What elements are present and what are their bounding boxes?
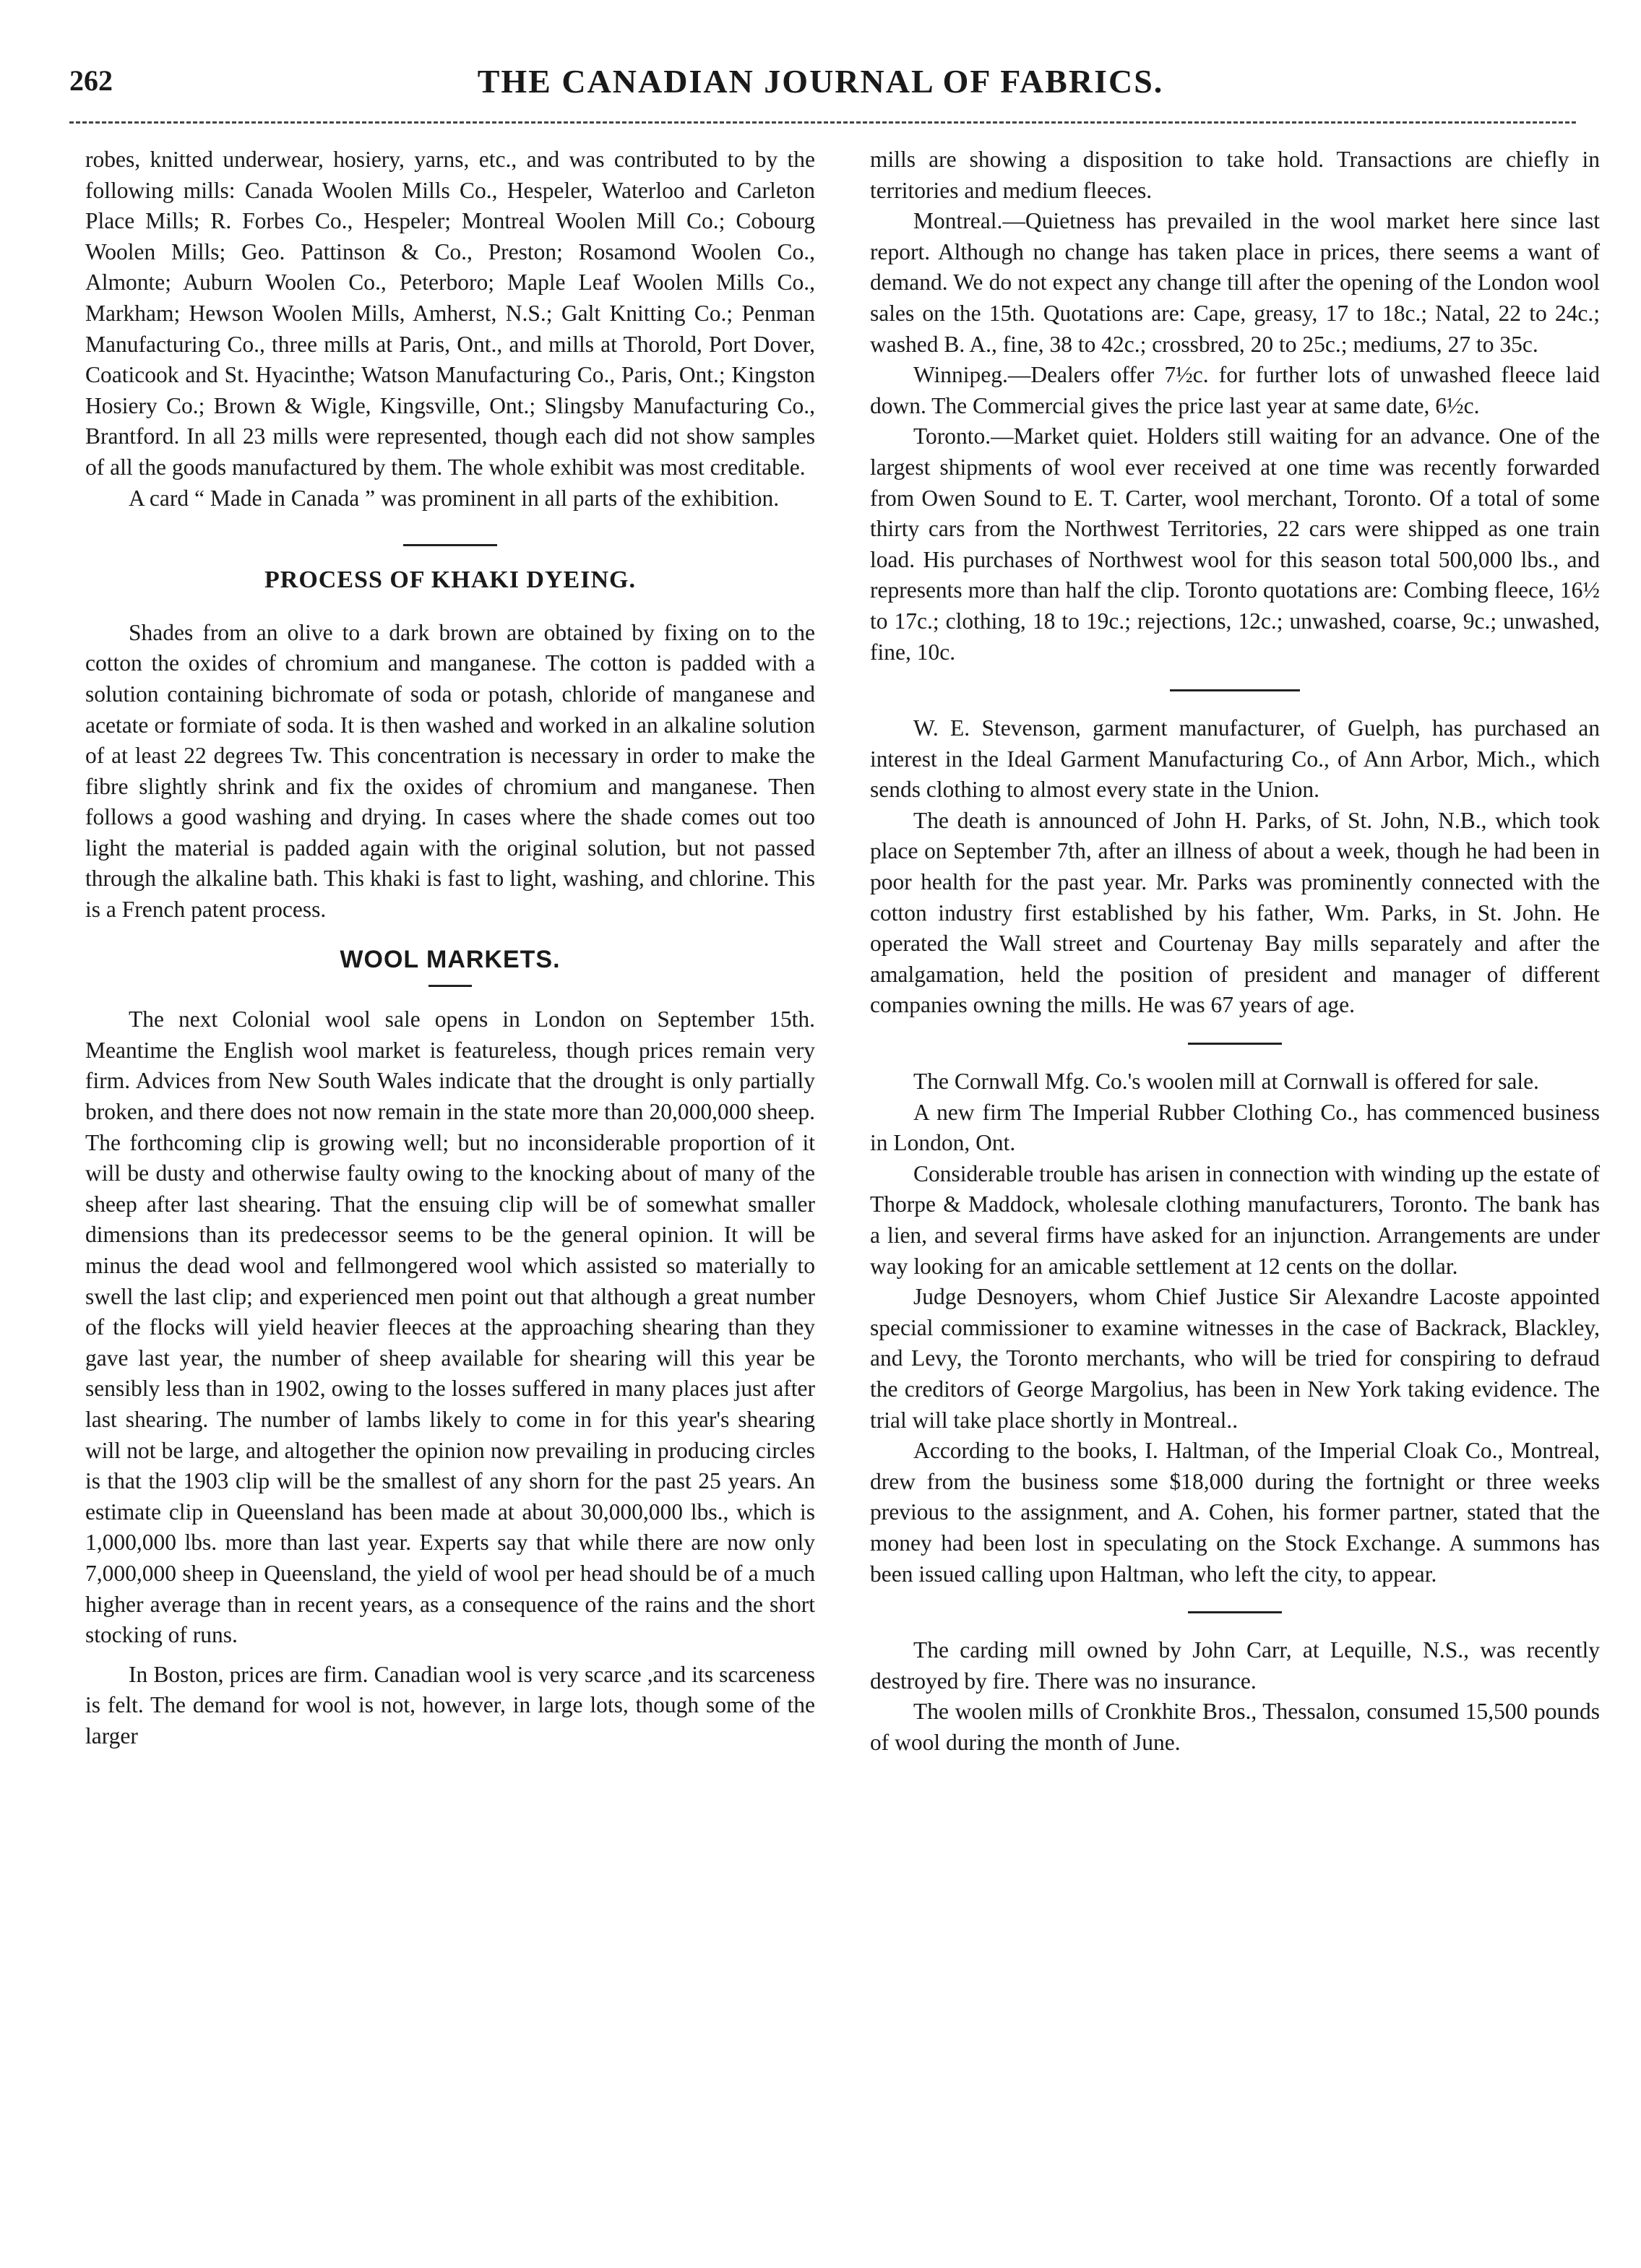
toronto-paragraph: Toronto.—Market quiet. Holders still waiting for an advance. One of the largest shipments of wool ever received at one time was recently forwarded from Owen Sound to E. T. Carter, wool merchant, Toronto. Of a total of some thirty cars from the Northwest Territories, 22 cars were shipped as one train load. His purchases of Northwest wool for this season total 500,000 lbs., and represents more than half the clip. Toronto quotations are: Combing fleece, 16½ to 17c.; clothing, 18 to 19c.; rejections, 12c.; unwashed, coarse, 9c.; unwashed, fine, 10c.: [870, 423, 1600, 665]
thorpe-maddock-paragraph: Considerable trouble has arisen in connection with winding up the estate of Thorpe & Maddock, wholesale clothing manufacturers, Toronto. The bank has a lien, and several firms have asked for an injunction. Arrangements are under way looking for an amicable settlement at 12 cents on the dollar.: [870, 1160, 1600, 1279]
winnipeg-paragraph: Winnipeg.—Dealers offer 7½c. for further lots of unwashed fleece laid down. The Commercial gives the price last year at same date, 6½c.: [870, 362, 1600, 418]
right-column: [870, 145, 1600, 1759]
transactions-paragraph: mills are showing a disposition to take hold. Transactions are chiefly in territories and medium fleeces.: [870, 147, 1600, 203]
carding-mill-paragraph: The carding mill owned by John Carr, at Lequille, N.S., was recently destroyed by fire. There was no insurance.: [870, 1637, 1600, 1694]
section-divider: [403, 544, 497, 546]
left-column: [85, 145, 815, 1752]
imperial-rubber-paragraph: A new firm The Imperial Rubber Clothing Co., has commenced business in London, Ont.: [870, 1099, 1600, 1156]
cronkhite-paragraph: The woolen mills of Cronkhite Bros., Thessalon, consumed 15,500 pounds of wool during the month of June.: [870, 1699, 1600, 1755]
boston-paragraph: In Boston, prices are firm. Canadian wool is very scarce ,and its scarceness is felt. The demand for wool is not, however, in large lots, though some of the larger: [85, 1661, 815, 1749]
wool-markets-paragraph: The next Colonial wool sale opens in London on September 15th. Meantime the English wool market is featureless, though prices remain very firm. Advices from New South Wales indicate that the drought is only partially broken, and there does not now remain in the state more than 20,000,000 sheep. The forthcoming clip is growing well; but no inconsiderable proportion of it will be dusty and otherwise faulty owing to the knocking about of many of the sheep after last shearing. That the ensuing clip will be of somewhat smaller dimensions than its predecessor seems to be the general opinion. It will be minus the dead wool and fellmongered wool which assisted so materially to swell the last clip; and experienced men point out that although a great number of the flocks will yield heavier fleeces at the approaching shearing than they gave last year, the number of sheep available for shearing will this year be sensibly less than in 1902, owing to the losses suffered in many places just after last shearing. The number of lambs likely to come in for this year's shearing will not be large, and altogether the opinion now prevailing in producing circles is that the 1903 clip will be the smallest of any shorn for the past 25 years. An estimate clip in Queensland has been made at about 30,000,000 lbs., which is 1,000,000 lbs. more than last year. Experts say that while there are now only 7,000,000 sheep in Queensland, the yield of wool per head should be of a much higher average than in recent years, as a consequence of the rains and the short stocking of runs.: [85, 1006, 815, 1648]
header-rule: [69, 121, 1576, 124]
stevenson-paragraph: W. E. Stevenson, garment manufacturer, of Guelph, has purchased an interest in the Ideal Garment Manufacturing Co., of Ann Arbor, Mich., which sends clothing to almost every state in the Union.: [870, 715, 1600, 803]
haltman-paragraph: According to the books, I. Haltman, of the Imperial Cloak Co., Montreal, drew from the business some $18,000 during the fortnight or three weeks previous to the assignment, and A. Cohen, his former partner, stated that the money had been lost in speculating on the Stock Exchange. A summons has been issued calling upon Haltman, who left the city, to appear.: [870, 1438, 1600, 1587]
section-divider: [1188, 1611, 1282, 1613]
made-in-canada-paragraph: A card “ Made in Canada ” was prominent in all parts of the exhibition.: [129, 485, 780, 511]
section-divider: [1170, 689, 1300, 691]
heading-underline: [428, 985, 472, 987]
heading-khaki-dyeing: PROCESS OF KHAKI DYEING.: [264, 566, 636, 594]
running-title: THE CANADIAN JOURNAL OF FABRICS.: [477, 63, 1164, 100]
parks-paragraph: The death is announced of John H. Parks, of St. John, N.B., which took place on September 7th, after an illness of about a week, though he had been in poor health for the past year. Mr. Parks was prominently connected with the cotton industry first established by his father, Wm. Parks, in St. John. He operated the Wall street and Courtenay Bay mills separately and after the amalgamation, held the position of president and manager of different companies owning the mills. He was 67 years of age.: [870, 807, 1600, 1018]
montreal-paragraph: Montreal.—Quietness has prevailed in the wool market here since last report. Although no change has taken place in prices, there seems a want of demand. We do not expect any change till after the opening of the London wool sales on the 15th. Quotations are: Cape, greasy, 17 to 18c.; Natal, 22 to 24c.; washed B. A., fine, 38 to 42c.; crossbred, 20 to 25c.; mediums, 27 to 35c.: [870, 208, 1600, 357]
desnoyers-paragraph: Judge Desnoyers, whom Chief Justice Sir Alexandre Lacoste appointed special commissioner to examine witnesses in the case of Backrack, Blackley, and Levy, the Toronto merchants, who will be tried for conspiring to defraud the creditors of George Margolius, has been in New York taking evidence. The trial will take place shortly in Montreal..: [870, 1284, 1600, 1433]
cornwall-paragraph: The Cornwall Mfg. Co.'s woolen mill at Cornwall is offered for sale.: [913, 1069, 1539, 1095]
section-divider: [1188, 1043, 1282, 1045]
exhibit-paragraph: robes, knitted underwear, hosiery, yarns, etc., and was contributed to by the following mills: Canada Woolen Mills Co., Hespeler, Waterloo and Carleton Place Mills; R. Forbes Co., Hespeler; Montreal Woolen Mill Co.; Cobourg Woolen Mills; Geo. Pattinson & Co., Preston; Rosamond Woolen Co., Almonte; Auburn Woolen Co., Peterboro; Maple Leaf Woolen Mills Co., Markham; Hewson Woolen Mills, Amherst, N.S.; Galt Knitting Co.; Penman Manufacturing Co., three mills at Paris, Ont., and mills at Thorold, Port Dover, Coaticook and St. Hyacinthe; Watson Manufacturing Co., Paris, Ont.; Kingston Hosiery Co.; Brown & Wigle, Kingsville, Ont.; Slingsby Manufacturing Co., Brantford. In all 23 mills were represented, though each did not show samples of all the goods manufactured by them. The whole exhibit was most creditable.: [85, 147, 815, 480]
page-number: 262: [69, 64, 113, 97]
heading-wool-markets: WOOL MARKETS.: [340, 945, 561, 973]
khaki-paragraph: Shades from an olive to a dark brown are obtained by fixing on to the cotton the oxides of chromium and manganese. The cotton is padded with a solution containing bichromate of soda or potash, chloride of manganese and acetate or formiate of soda. It is then washed and worked in an alkaline solution of at least 22 degrees Tw. This concentration is necessary in order to make the fibre slightly shrink and fix the oxides of chromium and manganese. Then follows a good washing and drying. In cases where the shade comes out too light the material is padded again with the original solution, but not passed through the alkaline bath. This khaki is fast to light, washing, and chlorine. This is a French patent process.: [85, 619, 815, 923]
